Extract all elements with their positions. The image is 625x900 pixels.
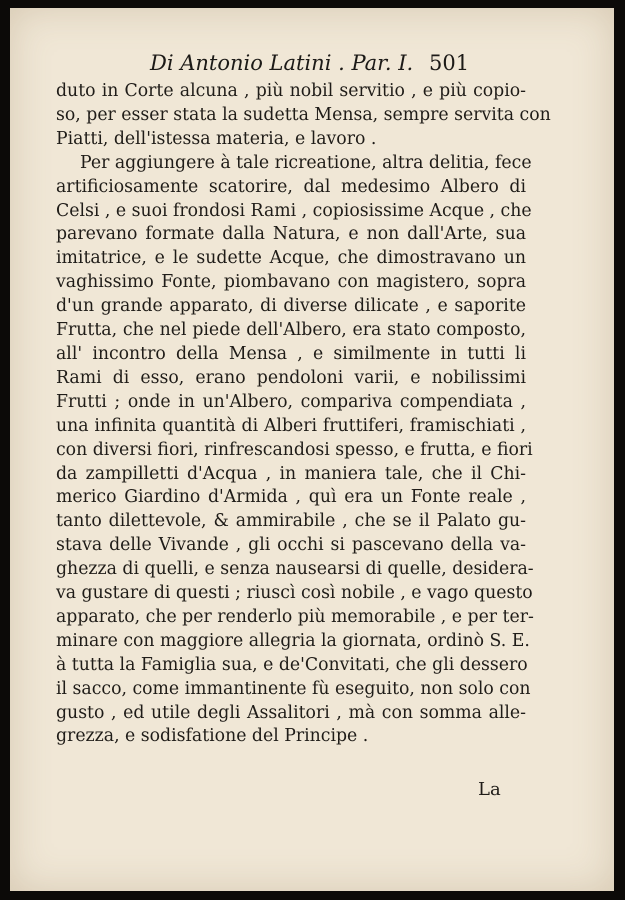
text-line: à tutta la Famiglia sua, e de'Convitati, che gli dessero [56, 654, 528, 675]
text-line: duto in Corte alcuna , più nobil servitio , e più copio- [56, 81, 526, 101]
text-line: apparato, che per renderlo più memorabile , e per ter- [56, 606, 534, 627]
page-header [150, 51, 550, 75]
text-line: grezza, e sodisfatione del Principe . [56, 726, 369, 747]
text-line: stava delle Vivande , gli occhi si pascevano della va- [56, 535, 526, 556]
text-line: merico Giardino d'Armida , quì era un Fonte reale , [56, 487, 526, 508]
catchword: La [478, 779, 501, 800]
book-page [10, 8, 614, 891]
text-line: Rami di esso, erano pendoloni varii, e nobilissimi [56, 367, 526, 388]
text-line: Frutti ; onde in un'Albero, compariva compendiata , [56, 391, 526, 412]
text-line: una infinita quantità di Alberi fruttiferi, framischiati , [56, 415, 526, 436]
text-line: vaghissimo Fonte, piombavano con magistero, sopra [56, 272, 526, 293]
text-line: so, per esser stata la sudetta Mensa, sempre servita con [56, 104, 551, 125]
text-line: Celsi , e suoi frondosi Rami , copiosissime Acque , che [56, 200, 532, 221]
text-line: con diversi fiori, rinfrescandosi spesso, e frutta, e fiori [56, 439, 533, 460]
text-line: d'un grande apparato, di diverse dilicate , e saporite [56, 296, 526, 317]
text-line: parevano formate dalla Natura, e non dall'Arte, sua [56, 224, 526, 245]
page-number: 501 [429, 51, 470, 75]
text-line: il sacco, come immantinente fù eseguito, non solo con [56, 678, 531, 699]
text-line: artificiosamente scatorire, dal medesimo Albero di [56, 176, 526, 197]
paragraph [56, 80, 551, 152]
text-line: all' incontro della Mensa , e similmente in tutti li [56, 343, 526, 364]
body-text [56, 80, 551, 749]
text-line: da zampilletti d'Acqua , in maniera tale, che il Chi- [56, 463, 526, 484]
text-line: va gustare di questi ; riuscì così nobile , e vago questo [56, 583, 533, 604]
text-line: ghezza di quelli, e senza nausearsi di quelle, desidera- [56, 559, 534, 580]
text-line: Per aggiungere à tale ricreatione, altra delitia, fece [80, 152, 532, 173]
text-line: minare con maggiore allegria la giornata, ordinò S. E. [56, 630, 530, 651]
text-line: gusto , ed utile degli Assalitori , mà con somma alle- [56, 702, 526, 723]
paragraph [56, 152, 534, 750]
running-title: Di Antonio Latini . Par. I. [150, 51, 414, 75]
text-line: tanto dilettevole, & ammirabile , che se il Palato gu- [56, 511, 526, 532]
text-line: imitatrice, e le sudette Acque, che dimostravano un [56, 248, 526, 269]
text-line: Piatti, dell'istessa materia, e lavoro . [56, 128, 377, 149]
text-line: Frutta, che nel piede dell'Albero, era stato composto, [56, 320, 526, 341]
